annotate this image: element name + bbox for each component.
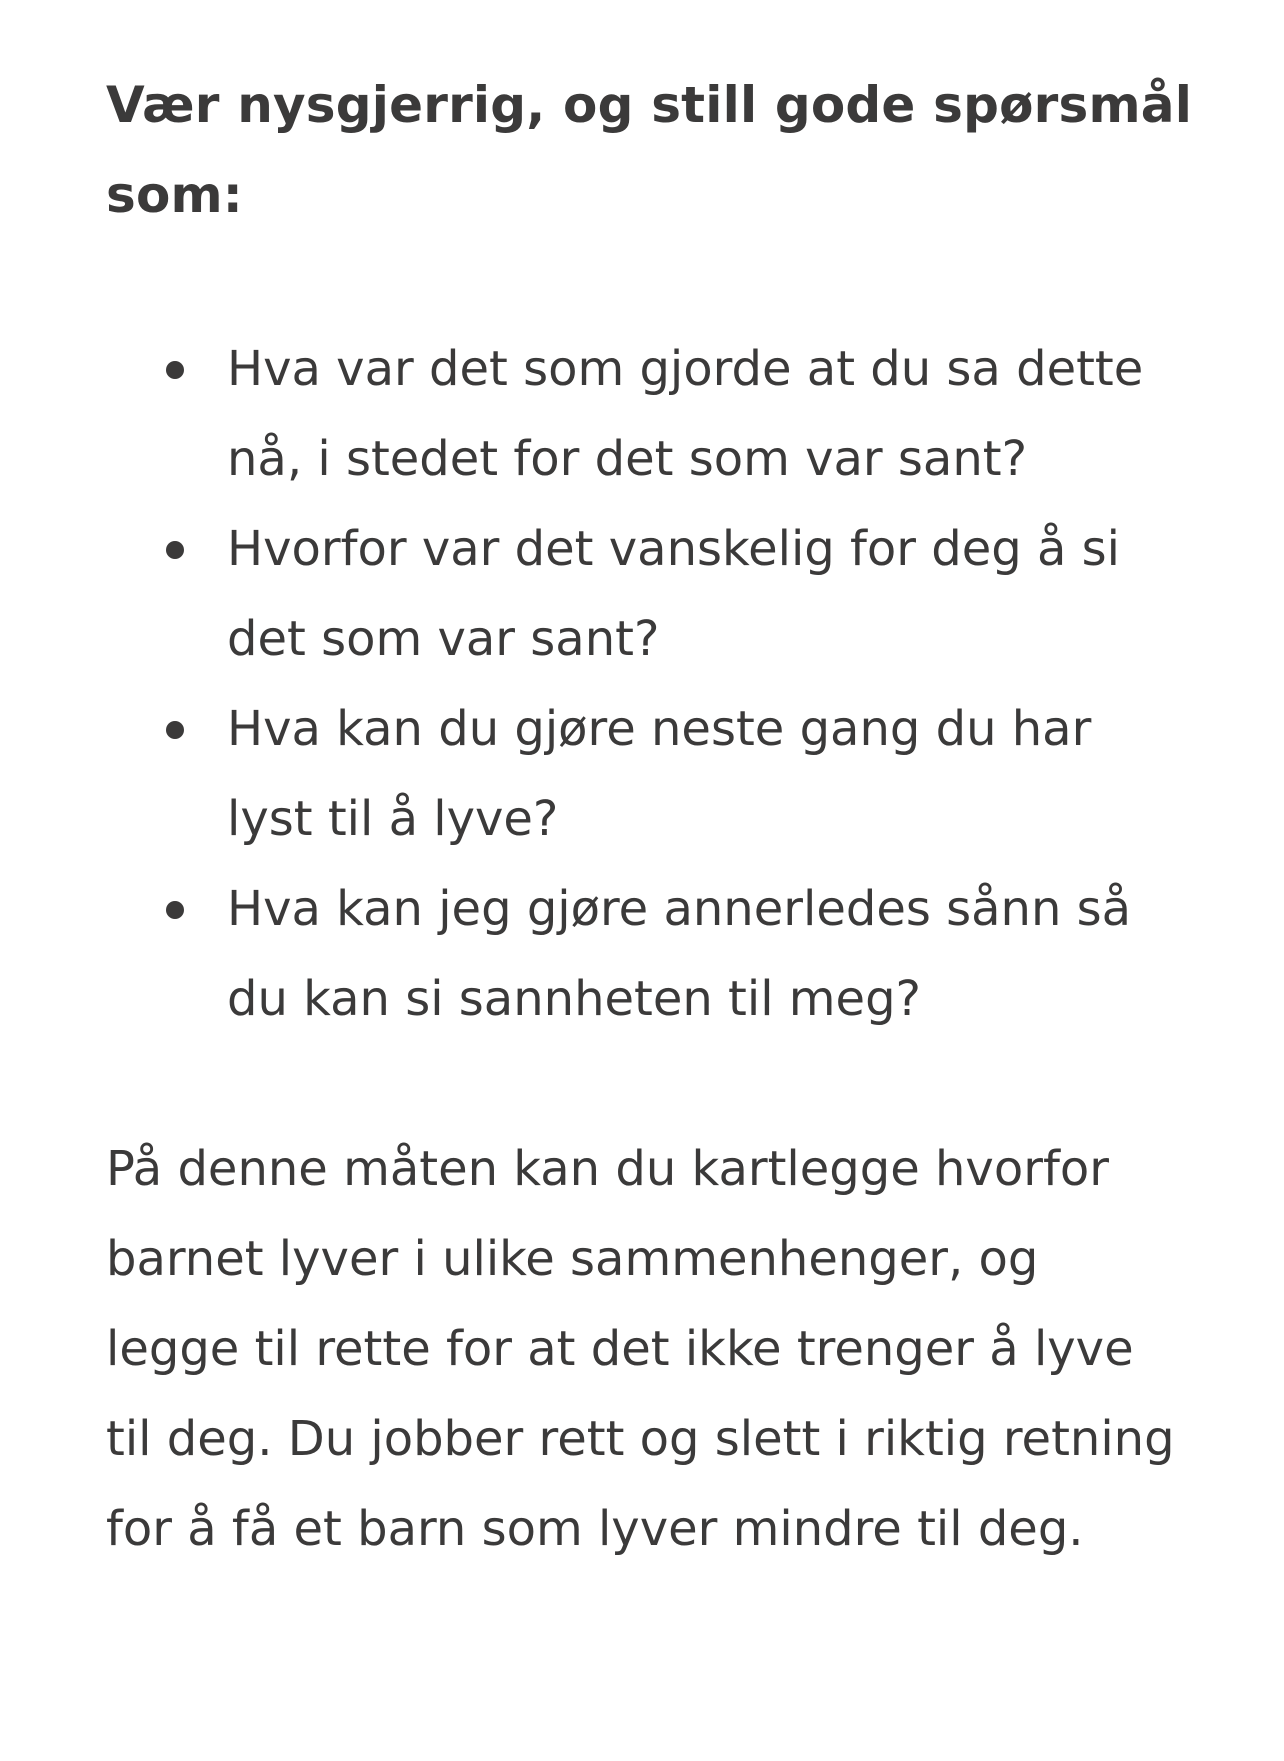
bullet-icon xyxy=(166,721,184,739)
list-item xyxy=(106,324,1187,504)
question-text: Hva kan du gjøre neste gang du har lyst til å lyve? xyxy=(227,701,1092,847)
bullet-icon xyxy=(166,541,184,559)
section-heading: Vær nysgjerrig, og still gode spørsmål som: xyxy=(106,76,1193,224)
question-list xyxy=(106,324,1206,1044)
list-item xyxy=(106,684,1187,864)
question-text: Hvorfor var det vanskelig for deg å si det som var sant? xyxy=(227,521,1121,667)
bullet-icon xyxy=(166,361,184,379)
list-item xyxy=(106,504,1187,684)
body-paragraph: På denne måten kan du kartlegge hvorfor barnet lyver i ulike sammenhenger, og legge til rette for at det ikke trenger å lyve til deg. Du jobber rett og slett i riktig retning for å få et barn som lyver mindre til deg. xyxy=(106,1141,1175,1557)
article-content xyxy=(106,60,1206,1574)
bullet-icon xyxy=(166,901,184,919)
question-text: Hva var det som gjorde at du sa dette nå, i stedet for det som var sant? xyxy=(227,341,1144,487)
question-text: Hva kan jeg gjøre annerledes sånn så du kan si sannheten til meg? xyxy=(227,881,1132,1027)
list-item xyxy=(106,864,1187,1044)
